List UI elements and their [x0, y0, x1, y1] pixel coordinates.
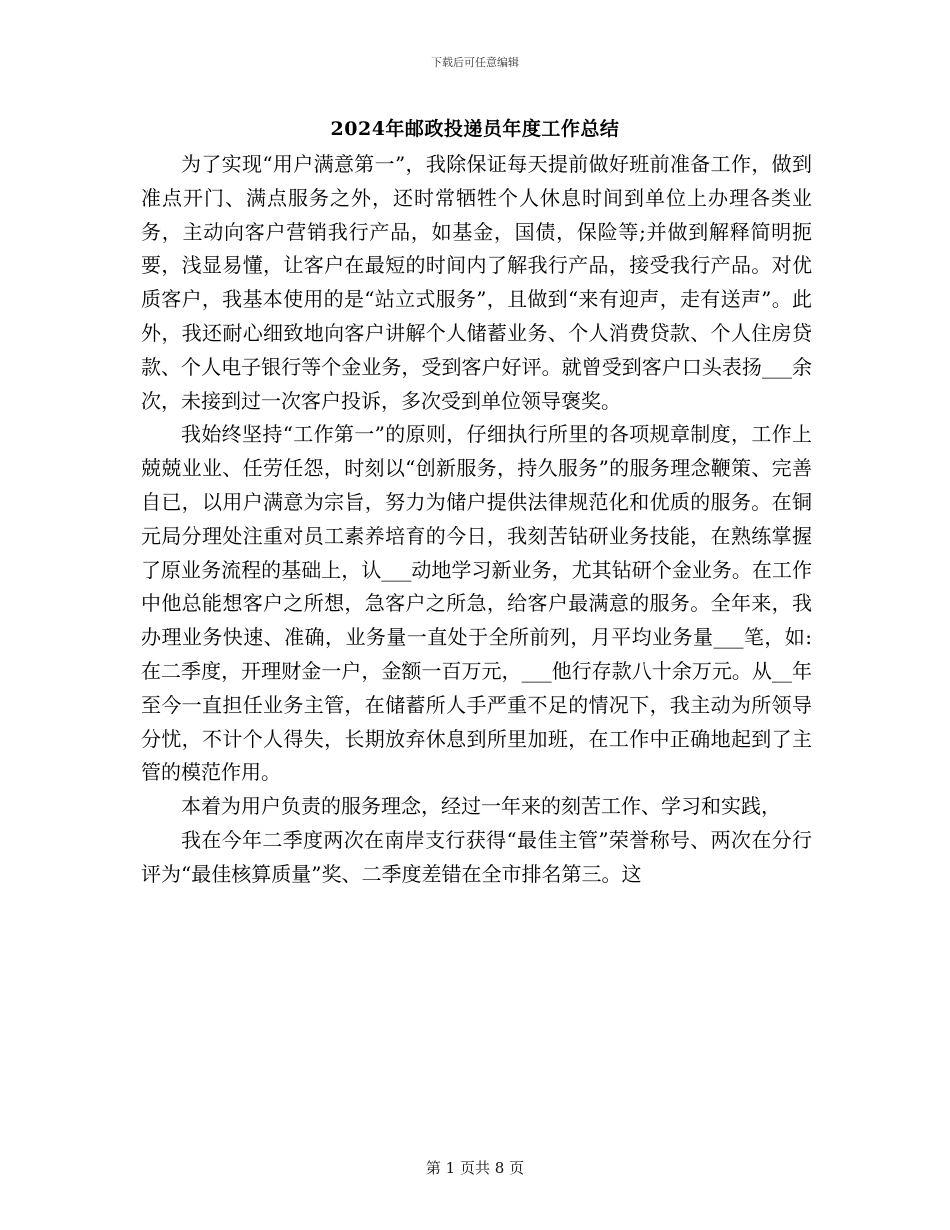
- paragraph-2: 我始终坚持“工作第一”的原则，仔细执行所里的各项规章制度，工作上兢兢业业、任劳任怨，时刻以“创新服务，持久服务”的服务理念鞭策、完善自已，以用户满意为宗旨，努力为储户提供法律规范化和优质的服务。在铜元局分理处注重对员工素养培育的今日，我刻苦钻研业务技能，在熟练掌握了原业务流程的基础上，认___动地学习新业务，尤其钻研个金业务。在工作中他总能想客户之所想，急客户之所急，给客户最满意的服务。全年来，我办理业务快速、准确，业务量一直处于全所前列，月平均业务量___笔，如:在二季度，开理财金一户，金额一百万元，___他行存款八十余万元。从__年至今一直担任业务主管，在储蓄所人手严重不足的情况下，我主动为所领导分忧，不计个人得失，长期放弃休息到所里加班，在工作中正确地起到了主管的模范作用。: [141, 422, 812, 785]
- paragraph-1: 为了实现“用户满意第一”，我除保证每天提前做好班前准备工作，做到准点开门、满点服务之外，还时常牺牲个人休息时间到单位上办理各类业务，主动向客户营销我行产品，如基金，国债，保险等;并做到解释简明扼要，浅显易懂，让客户在最短的时间内了解我行产品，接受我行产品。对优质客户，我基本使用的是“站立式服务”，且做到“来有迎声，走有送声”。此外，我还耐心细致地向客户讲解个人储蓄业务、个人消费贷款、个人住房贷款、个人电子银行等个金业务，受到客户好评。就曾受到客户口头表扬___余次，未接到过一次客户投诉，多次受到单位领导褒奖。: [141, 152, 812, 413]
- paragraph-4: 我在今年二季度两次在南岸支行获得“最佳主管”荣誉称号、两次在分行评为“最佳核算质量”奖、二季度差错在全市排名第三。这: [141, 827, 812, 886]
- document-body: [141, 148, 812, 892]
- header-note: 下载后可任意编辑: [431, 56, 519, 69]
- document-title: 2024年邮政投递员年度工作总结: [330, 118, 620, 140]
- paragraph-3: 本着为用户负责的服务理念，经过一年来的刻苦工作、学习和实践，: [181, 794, 781, 819]
- page-footer: 第 1 页共 8 页: [425, 1159, 525, 1177]
